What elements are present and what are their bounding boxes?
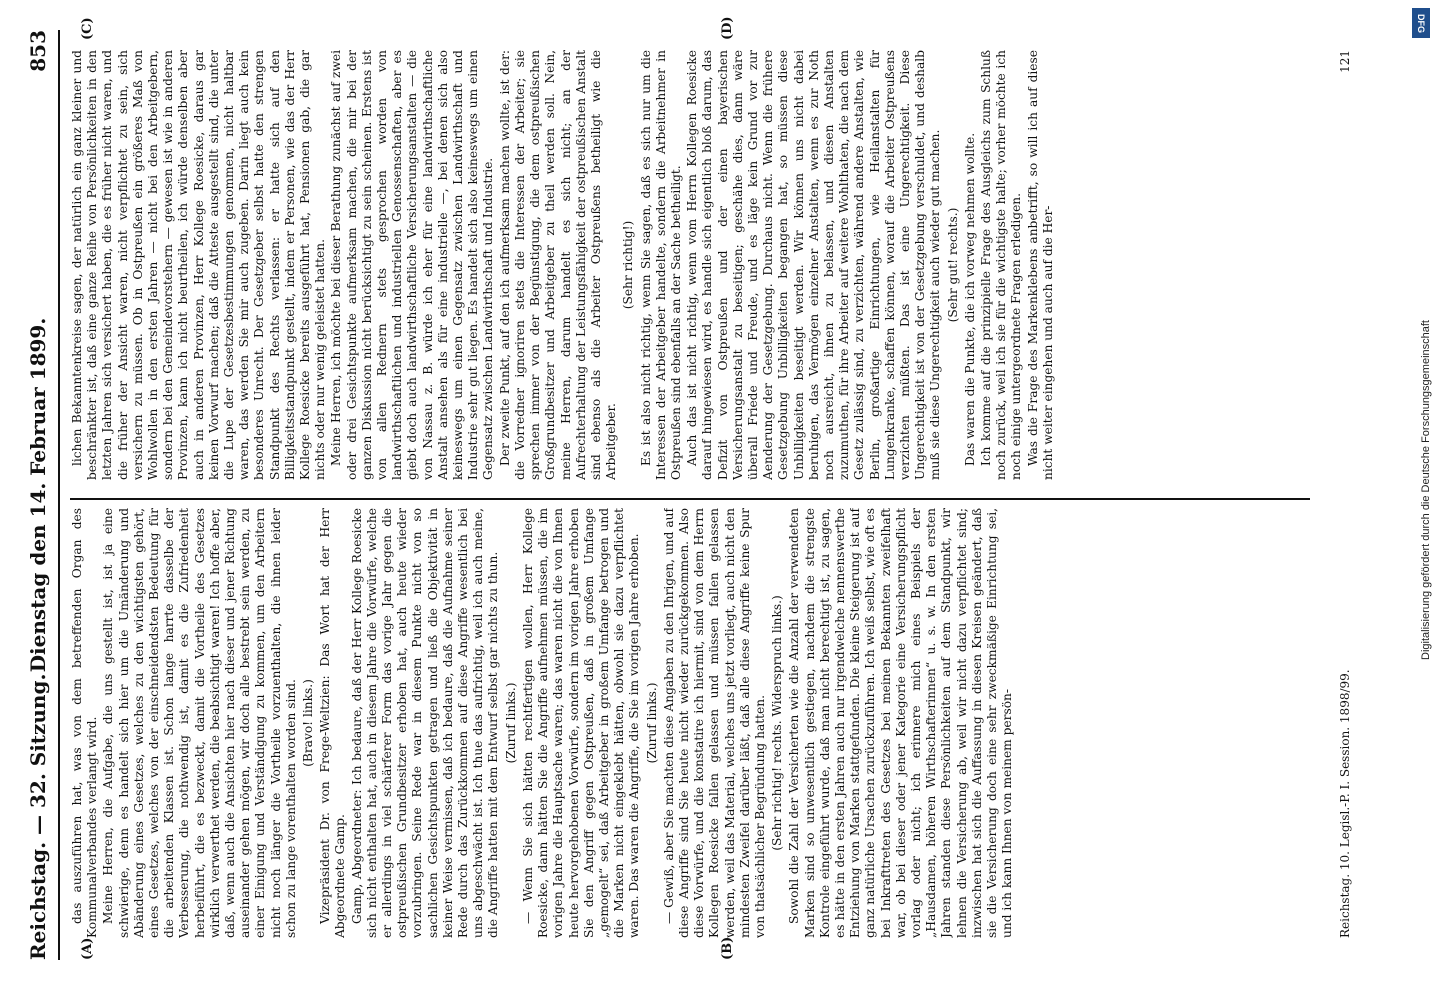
dfg-logo-icon: DFG [1412,8,1430,38]
paragraph: Meine Herren, die Aufgabe, die uns gestellt ist, ist ja eine schwierige, denn es handelt sich hier um die Umänderung und Abänderung eines Gesetzes, welches zu den wichtigsten gehört, eines Gesetzes, welches von der einschneidendsten Bedeutung für die arbeitenden Klassen ist. Schon lange harrte dasselbe der Verbesserung, die nothwendig ist, damit es die Zufriedenheit herbeiführt, die es bezweckt, damit die Vortheile des Gesetzes wirklich verwerthet werden, die beabsichtigt waren! Ich hoffe aber, daß, wenn auch die Ansichten hier nach dieser und jener Richtung auseinander gehen mögen, wir doch alle bestrebt sein werden, zu einer Einigung und Verständigung zu kommen, um den Arbeitern nicht noch länger die Vortheile vorzuenthalten, die ihnen leider schon zu lange vorenthalten worden sind. [101,508,298,938]
margin-marker-c: (C) [80,17,95,40]
header-date: Dienstag den 14. Februar 1899. [26,317,50,673]
paragraph: Ich komme auf die prinzipielle Frage des Ausgleichs zum Schluß noch zurück, weil ich sie für die wichtigste halte; vorher möchte ich noch einige untergeordnete Fragen erledigen. [978,50,1024,480]
dfg-sidebar [1406,0,1434,1000]
page-number: 853 [26,30,50,72]
text-column-right [70,50,1330,480]
margin-marker-b: (B) [720,936,735,960]
text-column-left [70,508,1330,938]
paragraph: Das waren die Punkte, die ich vorweg nehmen wollte. [962,132,977,466]
margin-marker-a: (A) [80,937,95,960]
paragraph: Gamp, Abgeordneter: Ich bedaure, daß der Herr Kollege Roesicke sich nicht enthalten hat, auch in diesem Jahre die Vorwürfe, welche er allerdings in viel schärferer Form das vorige Jahr gegen die ostpreußischen Grundbesitzer erhoben hat, auch heute wieder vorzubringen. Seine Rede war in diesem Punkte nicht von so sachlichen Gesichtspunkten getragen und ließ die Objektivität in keiner Weise vermissen, daß ich bedaure, daß die Aufnahme seiner Rede durch das Zurückkommen auf diese Angriffe wesentlich bei uns abgeschwächt ist. Ich thue das aufrichtig, weil ich auch meine, die Angriffe hatten mit dem Entwurf selbst gar nichts zu thun. [349,508,501,938]
paragraph: das auszuführen hat, was von dem betreffenden Organ des Kommunalverbandes verlangt wird. [70,508,100,938]
paragraph: Was die Frage des Markenklebens anbetrifft, so will ich auf diese nicht weiter eingehen und auch auf die Her- [1025,50,1055,480]
paragraph: Es ist also nicht richtig, wenn Sie sagen, daß es sich nur um die Interessen der Arbeitgeber handelte, sondern die Arbeitnehmer in Ostpreußen sind ebenfalls an der Sache betheiligt. [638,50,683,480]
paragraph: Meine Herren, ich möchte bei dieser Berathung zunächst auf zwei oder drei Gesichtspunkte aufmerksam machen, die mir bei der ganzen Diskussion nicht berücksichtigt zu sein scheinen. Erstens ist von allen Rednern stets gesprochen worden von landwirthschaftlichen und industriellen Genossenschaften, aber es giebt doch auch landwirthschaftliche Versicherungsanstalten — die von Nassau z. B. würde ich eher für eine landwirthschaftliche Anstalt ansehen als für eine industrielle —, bei denen sich also keineswegs um einen Gegensatz zwischen Landwirthschaft und Industrie sehr gut liegen. Es handelt sich also keineswegs um einen Gegensatz zwischen Landwirthschaft und Industrie. [329,50,496,480]
page-header [22,30,60,960]
interjection: (Zuruf links.) [503,682,518,764]
paragraph: Der zweite Punkt, auf den ich aufmerksam machen wollte, ist der: die Vorredner ignoriren stets die Interessen der Arbeiter; sie sprechen immer von der Begünstigung, die dem ostpreußischen Großgrundbesitzer und Arbeitgeber zu theil werden soll. Nein, meine Herren, darum handelt es sich nicht; an der Aufrechterhaltung der Leistungsfähigkeit der ostpreußischen Anstalt sind ebenso als die Arbeiter Ostpreußens betheiligt wie die Arbeitgeber. [497,50,619,480]
paragraph: — Wenn Sie sich hätten rechtfertigen wollen, Herr Kollege Roesicke, dann hätten Sie die Angriffe aufnehmen müssen, die im vorigen Jahre die Hauptsache waren; das waren nicht die von Ihnen heute hervorgehobenen Vorwürfe, sondern im vorigen Jahre erhoben Sie den Angriff gegen Ostpreußen, daß in großem Umfange „gemogelt“ sei, daß Arbeitgeber in großem Umfange betrogen und die Marken nicht eingeklebt hätten, obwohl sie dazu verpflichtet waren. Das waren die Angriffe, die Sie im vorigen Jahre erhoben. [520,508,642,938]
footer-session-info: Reichstag. 10. Legisl.-P. I. Session. 1898/99. [1338,669,1352,938]
interjection: (Bravo! links.) [301,679,316,767]
column-divider [70,498,1310,500]
dfg-credit: Digitalisierung gefördert durch die Deutsche Forschungsgemeinschaft [1420,320,1432,660]
paragraph: — Gewiß, aber Sie machten diese Angaben zu den Ihrigen, und auf diese Angriffe sind Sie heute nicht wieder zurückgekommen. Also diese Vorwürfe, und die konstatire ich hiermit, sind von dem Herrn Kollegen Roesicke fallen gelassen und müssen fallen gelassen werden, weil das Material, welches uns jetzt vorliegt, auch nicht den mindesten Zweifel darüber läßt, daß alle diese Angriffe keine Spur von thatsächlicher Begründung hatten. [661,508,767,938]
header-session: Reichstag. — 32. Sitzung. [26,673,50,960]
interjection: (Zuruf links.) [644,682,659,764]
paragraph: Vizepräsident Dr. von Frege-Weltzien: Das Wort hat der Herr Abgeordnete Gamp. [318,508,348,938]
footer-sheet-number: 121 [1338,50,1352,73]
interjection: (Sehr richtig!) [621,220,636,310]
margin-marker-d: (D) [720,16,735,40]
paragraph: Sowohl die Zahl der Versicherten wie die Anzahl der verwendeten Marken sind so unwesentlich gestiegen, nachdem die strengste Kontrole eingeführt wurde, daß man nicht berechtigt ist, zu sagen, es hätte in den ersten Jahren auch nur irgendwelche nennenswerthe Entziehung von Marken stattgefunden. Die kleine Steigerung ist auf ganz natürliche Ursachen zurückzuführen. Ich weiß selbst, wie oft es bei Inkrafttreten des Gesetzes bei meinen Bekannten zweifelhaft war, ob bei dieser oder jener Kategorie eine Versicherungspflicht vorlag oder nicht; ich erinnere mich eines Beispiels der „Hausdamen, höheren Wirthschafterinnen“ u. s. w. In den ersten Jahren standen diese Persönlichkeiten auf dem Standpunkt, wir lehnen die Versicherung ab, weil wir nicht dazu verpflichtet sind; inzwischen hat sich die Auffassung in diesen Kreisen geändert, daß sie die Versicherung doch eine sehr zweckmäßige Einrichtung sei, und ich kann Ihnen von meinem persön- [787,508,1015,938]
interjection: (Sehr richtig! rechts. Widerspruch links.) [770,595,785,851]
paragraph: lichen Bekanntenkreise sagen, der natürlich ein ganz kleiner und beschränkter ist, daß eine ganze Reihe von Persönlichkeiten in den letzten Jahren sich versichert haben, die es früher nicht waren, und die früher der Ansicht waren, nicht verpflichtet zu sein, sich versichern zu müssen. Ob in Ostpreußen ein größeres Maß von Wohlwollen in den ersten Jahren — nicht bei den Arbeitgebern, sondern bei den Gemeindevorstehern — gewesen ist wie in anderen Provinzen, kann ich nicht beurtheilen, ich würde denselben aber auch in anderen Provinzen, Herr Kollege Roesicke, daraus gar keinen Vorwurf machen; daß die Atteste ausgestellt sind, die unter die Lupe der Gesetzesbestimmungen genommen, nicht haltbar waren, das werden Sie mir auch zugeben. Darin liegt auch kein besonderes Unrecht. Der Gesetzgeber selbst hatte den strengen Standpunkt des Rechts verlassen: er hatte sich auf den Billigkeitsstandpunkt gestellt, indem er Personen, wie das der Herr Kollege Roesicke bereits ausgeführt hat, Pensionen gab, die gar nichts oder nur wenig geleistet hatten. [70,50,328,480]
paragraph: Auch das ist nicht richtig, wenn vom Herrn Kollegen Roesicke darauf hingewiesen wird, es handle sich eigentlich bloß darum, das Defizit von Ostpreußen und der einen bayerischen Versicherungsanstalt zu beseitigen; geschähe dies, dann wäre überall Friede und Freude, und es läge kein Grund vor zur Aenderung der Gesetzgebung. Durchaus nicht. Wenn die frühere Gesetzgebung Unbilligkeiten begangen hat, so müssen diese Unbilligkeiten beseitigt werden. Wir können uns nicht dabei beruhigen, das Vermögen einzelner Anstalten, wenn es zur Noth noch ausreicht, ihnen zu belassen, und diesen Anstalten zuzumuthen, für ihre Arbeiter auf weitere Wohlthaten, die nach dem Gesetz zulässig sind, zu verzichten, während andere Anstalten, wie Berlin, großartige Einrichtungen, wie Heilanstalten für Lungenkranke, schaffen können, worauf die Arbeiter Ostpreußens verzichten müßten. Das ist eine Ungerechtigkeit. Diese Ungerechtigkeit ist von der Gesetzgebung verschuldet, und deshalb muß sie diese Ungerechtigkeit auch wieder gut machen. [685,50,943,480]
interjection: (Sehr gut! rechts.) [945,207,960,323]
